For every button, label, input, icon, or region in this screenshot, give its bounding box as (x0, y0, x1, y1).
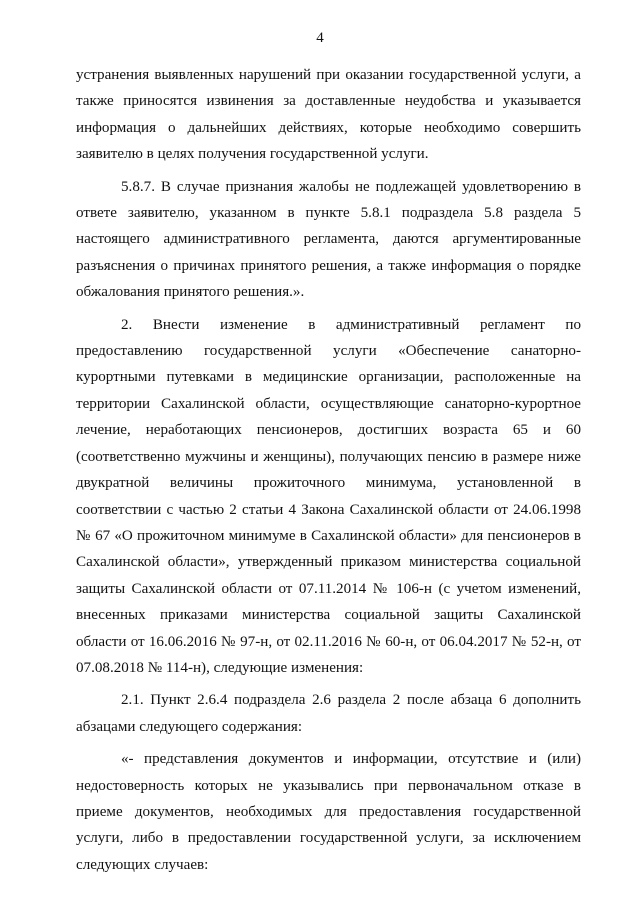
page-number: 4 (316, 30, 324, 46)
paragraph-4: 2.1. Пункт 2.6.4 подраздела 2.6 раздела 2 после абзаца 6 дополнить абзацами следующего содержания: (76, 692, 581, 735)
paragraph-5: «- представления документов и информации, отсутствие и (или) недостоверность которых не указывались при первоначальном отказе в приеме документов, необходимых для предоставления государственной услуги, либо в предоставлении государственной услуги, за исключением следующих случаев: (76, 751, 581, 873)
paragraph-1: устранения выявленных нарушений при оказании государственной услуги, а также приносятся извинения за доставленные неудобства и указывается информация о дальнейших действиях, которые необходимо совершить заявителю в целях получения государственной услуги. (76, 67, 581, 163)
paragraph-3: 2. Внести изменение в административный регламент по предоставлению государственной услуги «Обеспечение санаторно-курортными путевками в медицинские организации, расположенные на территории Сахалинской области, осуществляющие санаторно-курортное лечение, неработающих пенсионеров, достигших возраста 65 и 60 (соответственно мужчины и женщины), получающих пенсию в размере ниже двукратной величины прожиточного минимума, установленной в соответствии с частью 2 статьи 4 Закона Сахалинской области от 24.06.1998 № 67 «О прожиточном минимуме в Сахалинской области» для пенсионеров в Сахалинской области», утвержденный приказом министерства социальной защиты Сахалинской области от 07.11.2014 № 106-н (с учетом изменений, внесенных приказами министерства социальной защиты Сахалинской области от 16.06.2016 № 97-н, от 02.11.2016 № 60-н, от 06.04.2017 № 52-н, от 07.08.2018 № 114-н), следующие изменения: (76, 316, 581, 676)
paragraph-2: 5.8.7. В случае признания жалобы не подлежащей удовлетворению в ответе заявителю, указанном в пункте 5.8.1 подраздела 5.8 раздела 5 настоящего административного регламента, даются аргументированные разъяснения о причинах принятого решения, а также информация о порядке обжалования принятого решения.». (76, 178, 581, 301)
document-body (76, 62, 581, 878)
